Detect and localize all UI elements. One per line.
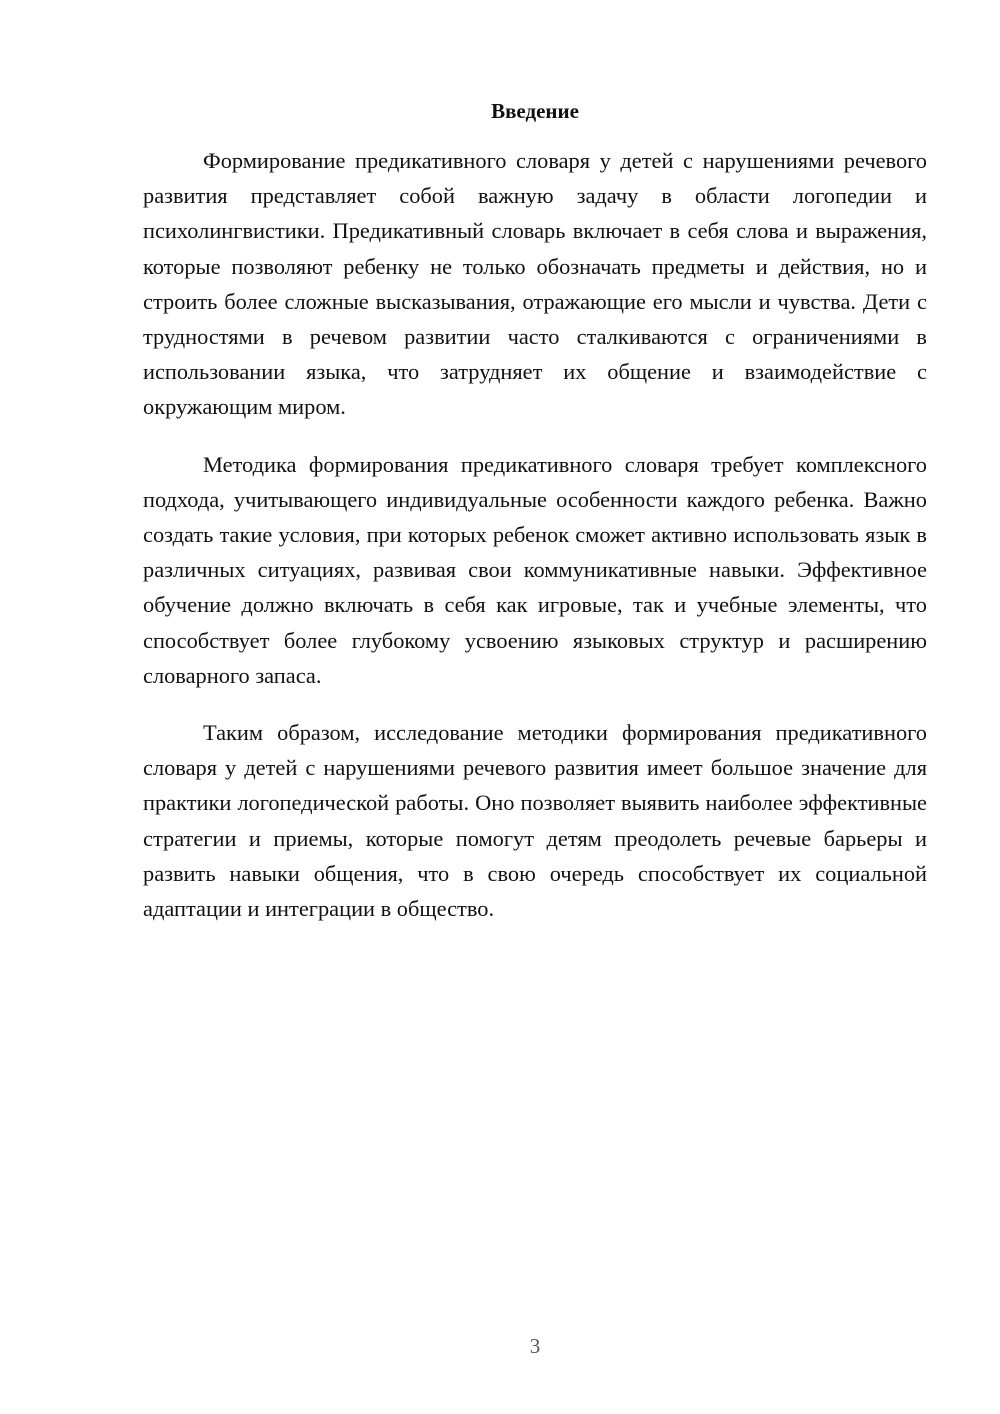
paragraph-1: Формирование предикативного словаря у детей с нарушениями речевого развития представляет собой важную задачу в области логопедии и психолингвистики. Предикативный словарь включает в себя слова и выражения, которые позволяют ребенку не только обозначать предметы и действия, но и строить более сложные высказывания, отражающие его мысли и чувства. Дети с трудностями в речевом развитии часто сталкиваются с ограничениями в использовании языка, что затрудняет их общение и взаимодействие с окружающим миром. (143, 148, 927, 420)
section-title: Введение (491, 99, 579, 123)
paragraph-2: Методика формирования предикативного словаря требует комплексного подхода, учитывающего индивидуальные особенности каждого ребенка. Важно создать такие условия, при которых ребенок сможет активно использовать язык в различных ситуациях, развивая свои коммуникативные навыки. Эффективное обучение должно включать в себя как игровые, так и учебные элементы, что способствует более глубокому усвоению языковых структур и расширению словарного запаса. (143, 451, 927, 688)
document-body (143, 143, 927, 948)
page-number: 3 (529, 1334, 541, 1358)
paragraph-3: Таким образом, исследование методики формирования предикативного словаря у детей с нарушениями речевого развития имеет большое значение для практики логопедической работы. Оно позволяет выявить наиболее эффективные стратегии и приемы, которые помогут детям преодолеть речевые барьеры и развить навыки общения, что в свою очередь способствует их социальной адаптации и интеграции в общество. (143, 720, 927, 922)
